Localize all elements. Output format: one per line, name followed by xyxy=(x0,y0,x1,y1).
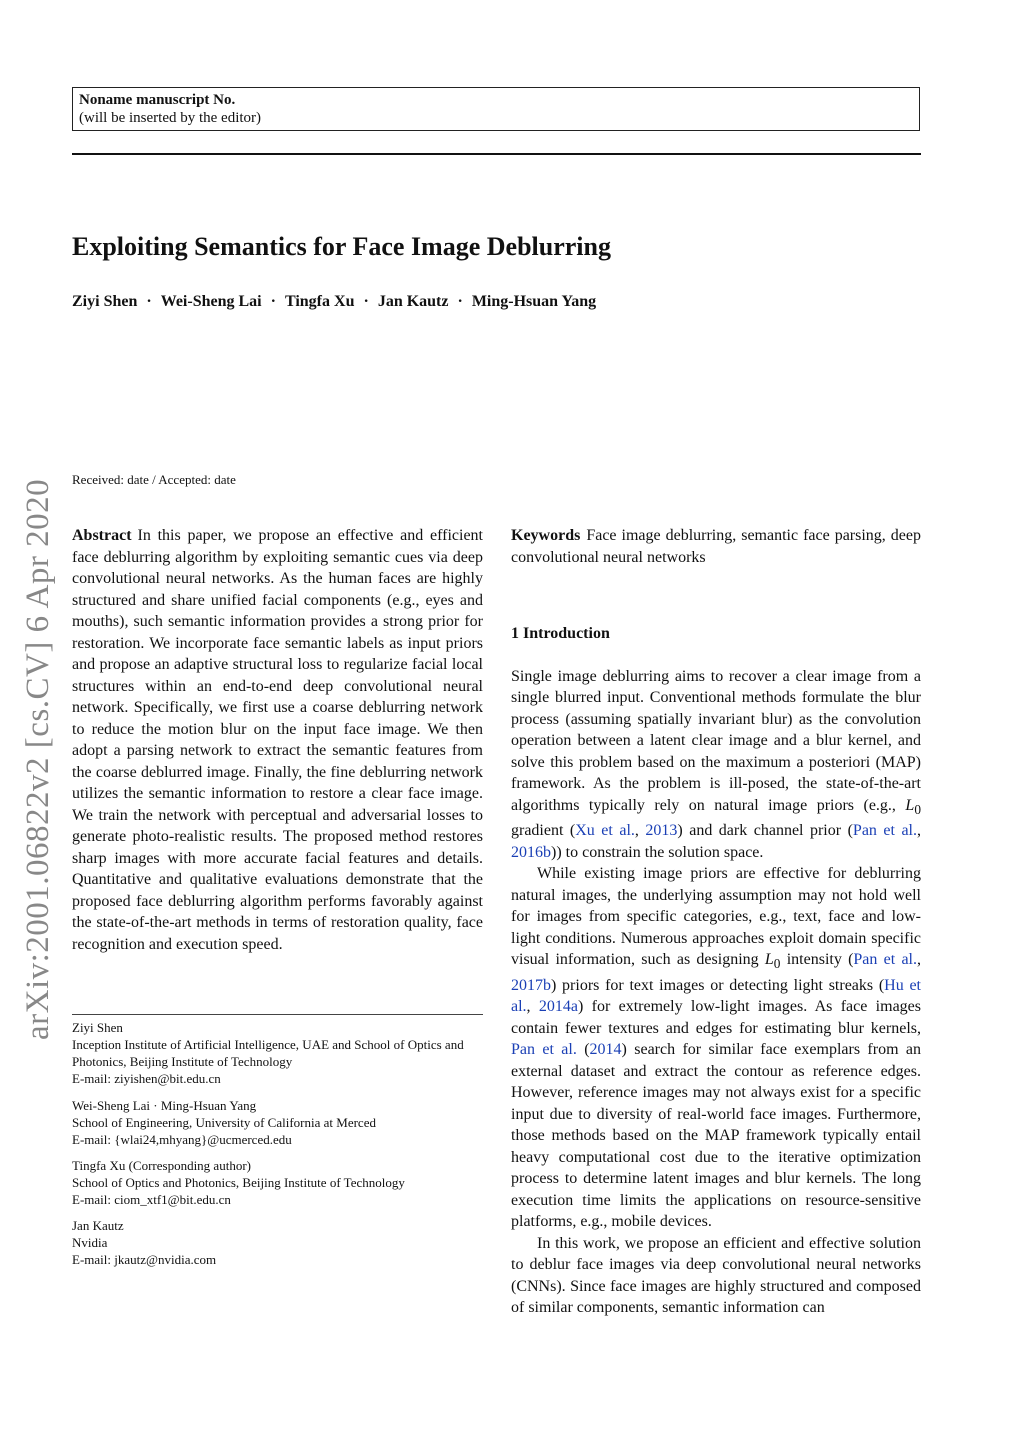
keywords-label: Keywords xyxy=(511,527,581,544)
affiliation-name: Jan Kautz xyxy=(72,1218,124,1233)
text-run: While existing image priors are effective for deblurring natural images, the underlying assumption may not hold well for images from specific categories, e.g., text, face and low-light conditions. Numerous approaches exploit domain specific visual information, such as designing xyxy=(511,865,921,969)
text-run: , xyxy=(917,822,922,840)
citation-link[interactable]: 2016b xyxy=(511,843,551,861)
affiliation-org: School of Engineering, University of California at Merced xyxy=(72,1115,376,1130)
text-run: ) priors for text images or detecting light streaks ( xyxy=(551,976,885,994)
math-subscript: 0 xyxy=(773,956,781,972)
text-run: ) for extremely low-light images. As face images contain fewer textures and edges for estimating blur kernels, xyxy=(511,998,922,1037)
editor-note: (will be inserted by the editor) xyxy=(79,110,262,126)
affiliation-email: E-mail: ziyishen@bit.edu.cn xyxy=(72,1071,221,1086)
author-name: Jan Kautz xyxy=(377,293,449,310)
keywords-text: Face image deblurring, semantic face parsing, deep convolutional neural networks xyxy=(511,527,921,566)
author-list xyxy=(72,293,596,311)
intro-paragraph-2 xyxy=(511,863,921,1233)
abstract-label: Abstract xyxy=(72,527,132,544)
text-run: gradient ( xyxy=(511,822,576,840)
citation-link[interactable]: Xu et al. xyxy=(575,822,635,840)
affiliation-email: E-mail: ciom_xtf1@bit.edu.cn xyxy=(72,1192,231,1207)
right-column xyxy=(511,525,921,1319)
text-run: Single image deblurring aims to recover a clear image from a single blurred input. Conventional methods formulate the blur process (assuming spatially invariant blur) as the convolution operation between a latent clear image and a blur kernel, and solve this problem based on the maximum a posteriori (MAP) framework. As the problem is ill-posed, the state-of-the-art algorithms typically rely on natural image priors (e.g., xyxy=(511,667,921,814)
section-heading-introduction: 1 Introduction xyxy=(511,625,610,642)
citation-link[interactable]: Hu et al. xyxy=(511,976,921,1016)
affiliation-name: Wei-Sheng Lai · Ming-Hsuan Yang xyxy=(72,1098,257,1113)
affiliation-email: E-mail: {wlai24,mhyang}@ucmerced.edu xyxy=(72,1132,292,1147)
citation-link[interactable]: Pan et al. xyxy=(853,951,917,969)
author-name: Ming-Hsuan Yang xyxy=(471,293,597,310)
received-date: Received: date / Accepted: date xyxy=(72,472,236,487)
author-name: Ziyi Shen xyxy=(72,293,138,310)
text-run: ) and dark channel prior ( xyxy=(677,822,853,840)
text-run: intensity ( xyxy=(780,951,854,969)
text-run: , xyxy=(634,822,646,840)
abstract xyxy=(72,525,483,955)
affiliation-block xyxy=(72,1097,487,1148)
author-separator: · xyxy=(457,293,463,310)
affiliation-email: E-mail: jkautz@nvidia.com xyxy=(72,1252,217,1267)
author-separator: · xyxy=(363,293,369,310)
text-run: , xyxy=(917,951,921,969)
affiliation-org: School of Optics and Photonics, Beijing Institute of Technology xyxy=(72,1175,405,1190)
text-run: ( xyxy=(576,1041,590,1059)
math-subscript: 0 xyxy=(914,801,921,817)
affiliation-org: Nvidia xyxy=(72,1235,108,1250)
citation-link[interactable]: 2014 xyxy=(589,1041,622,1059)
text-run: , xyxy=(526,998,539,1016)
author-name: Tingfa Xu xyxy=(284,293,355,310)
keywords xyxy=(511,525,921,568)
math-symbol: L xyxy=(905,796,915,814)
math-symbol: L xyxy=(764,951,774,969)
citation-link[interactable]: 2013 xyxy=(645,822,678,840)
author-separator: · xyxy=(270,293,276,310)
citation-link[interactable]: Pan et al. xyxy=(511,1041,577,1059)
affiliation-block xyxy=(72,1217,487,1268)
paper-title: Exploiting Semantics for Face Image Deblurring xyxy=(72,232,611,261)
affiliation-block xyxy=(72,1019,487,1087)
affiliation-name: Ziyi Shen xyxy=(72,1020,123,1035)
text-run: ) search for similar face exemplars from an external dataset and extract the contour as reference edges. However, reference images may not always exist for a specific input due to diversity of real-world face images. Furthermore, those methods based on the MAP framework typically entail heavy computational cost due to the iterative optimization process to determine latent images and blur kernels. The long execution time limits the applications on resource-sensitive platforms, e.g., mobile devices. xyxy=(511,1041,922,1231)
citation-link[interactable]: 2017b xyxy=(511,976,551,994)
affiliation-org: Inception Institute of Artificial Intelligence, UAE and School of Optics and Photonics, Beijing Institute of Technology xyxy=(72,1037,464,1069)
header-rule xyxy=(72,153,921,155)
intro-paragraph-3: In this work, we propose an efficient and effective solution to deblur face images via deep convolutional neural networks (CNNs). Since face images are highly structured and composed of similar components, semantic information can xyxy=(511,1234,921,1317)
footnote-rule xyxy=(72,1014,483,1015)
manuscript-number: Noname manuscript No. xyxy=(79,92,236,108)
author-name: Wei-Sheng Lai xyxy=(160,293,262,310)
affiliation-name: Tingfa Xu (Corresponding author) xyxy=(72,1158,251,1173)
citation-link[interactable]: Pan et al. xyxy=(852,822,918,840)
intro-paragraph-1 xyxy=(511,666,921,864)
text-run: )) to constrain the solution space. xyxy=(551,843,764,861)
author-separator: · xyxy=(146,293,152,310)
arxiv-stamp: arXiv:2001.06822v2 [cs.CV] 6 Apr 2020 xyxy=(20,478,56,1040)
citation-link[interactable]: 2014a xyxy=(538,998,578,1016)
manuscript-header-box xyxy=(72,87,920,131)
affiliation-block xyxy=(72,1157,487,1208)
abstract-text: In this paper, we propose an effective and efficient face deblurring algorithm by exploiting semantic cues via deep convolutional neural networks. As the human faces are highly structured and share unified facial components (e.g., eyes and mouths), such semantic information provides a strong prior for restoration. We incorporate face semantic labels as input priors and propose an adaptive structural loss to regularize facial local structures within an end-to-end deep convolutional neural network. Specifically, we first use a coarse deblurring network to reduce the motion blur on the input face image. We then adopt a parsing network to extract the semantic features from the coarse deblurred image. Finally, the fine deblurring network utilizes the semantic information to restore a clear face image. We train the network with perceptual and adversarial losses to generate photo-realistic results. The proposed method restores sharp images with more accurate facial features and details. Quantitative and qualitative evaluations demonstrate that the proposed face deblurring algorithm performs favorably against the state-of-the-art methods in terms of restoration quality, face recognition and execution speed. xyxy=(72,527,483,953)
